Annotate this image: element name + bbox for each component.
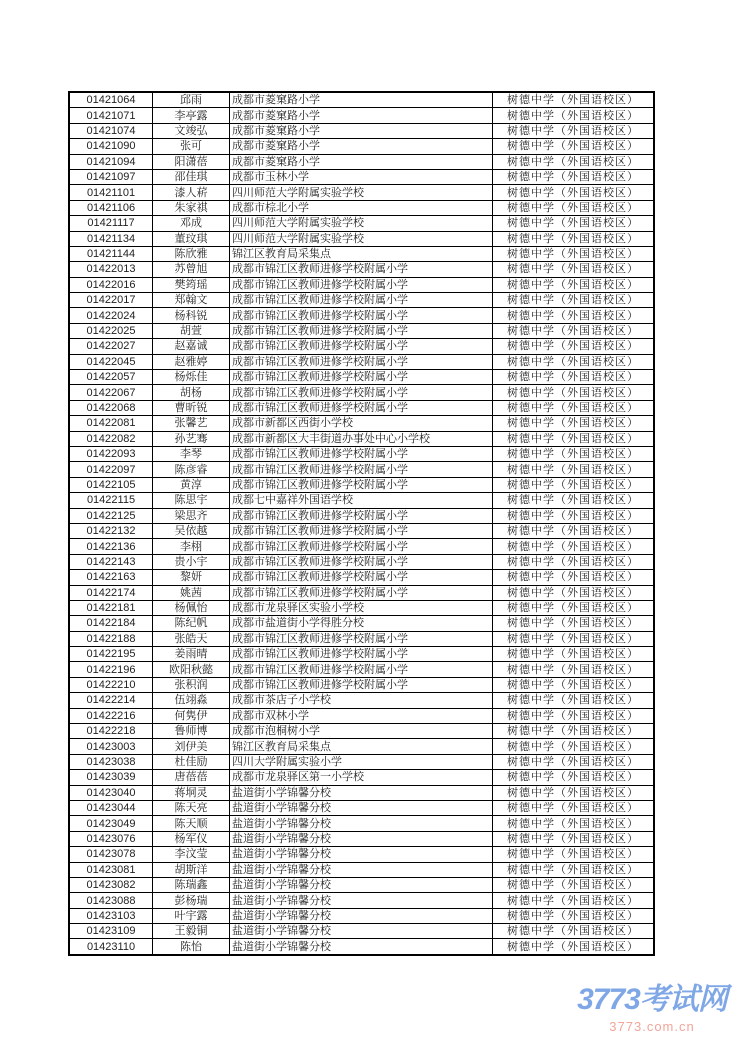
student-name-cell: 阳潇蓓 <box>153 154 230 169</box>
table-row <box>69 92 654 108</box>
student-name-cell: 王毅铜 <box>153 924 230 939</box>
student-name-cell: 何隽伊 <box>153 708 230 723</box>
student-id-cell: 01423110 <box>69 939 153 955</box>
primary-school-cell: 盐道街小学锦馨分校 <box>230 816 493 831</box>
table-row <box>69 370 654 385</box>
student-id-cell: 01421144 <box>69 246 153 261</box>
admitted-school-cell: 树德中学（外国语校区） <box>493 354 655 369</box>
primary-school-cell: 锦江区教育局采集点 <box>230 246 493 261</box>
primary-school-cell: 成都市锦江区教师进修学校附属小学 <box>230 570 493 585</box>
student-name-cell: 苏曾旭 <box>153 262 230 277</box>
primary-school-cell: 成都市锦江区教师进修学校附属小学 <box>230 277 493 292</box>
student-id-cell: 01422218 <box>69 724 153 739</box>
student-id-cell: 01422216 <box>69 708 153 723</box>
table-row <box>69 708 654 723</box>
student-name-cell: 叶宇露 <box>153 908 230 923</box>
admitted-school-cell: 树德中学（外国语校区） <box>493 385 655 400</box>
student-id-cell: 01423044 <box>69 800 153 815</box>
primary-school-cell: 成都市锦江区教师进修学校附属小学 <box>230 477 493 492</box>
student-name-cell: 鲁师博 <box>153 724 230 739</box>
student-id-cell: 01422105 <box>69 477 153 492</box>
admitted-school-cell: 树德中学（外国语校区） <box>493 370 655 385</box>
student-name-cell: 陈怡 <box>153 939 230 955</box>
primary-school-cell: 四川大学附属实验小学 <box>230 754 493 769</box>
primary-school-cell: 成都市锦江区教师进修学校附属小学 <box>230 400 493 415</box>
student-id-cell: 01422027 <box>69 339 153 354</box>
student-id-cell: 01421106 <box>69 200 153 215</box>
admitted-school-cell: 树德中学（外国语校区） <box>493 939 655 955</box>
student-id-cell: 01422025 <box>69 323 153 338</box>
table-row <box>69 908 654 923</box>
admitted-school-cell: 树德中学（外国语校区） <box>493 924 655 939</box>
admitted-school-cell: 树德中学（外国语校区） <box>493 785 655 800</box>
student-name-cell: 赵嘉诚 <box>153 339 230 354</box>
student-id-cell: 01423038 <box>69 754 153 769</box>
admitted-school-cell: 树德中学（外国语校区） <box>493 847 655 862</box>
admitted-school-cell: 树德中学（外国语校区） <box>493 570 655 585</box>
table-row <box>69 262 654 277</box>
admitted-school-cell: 树德中学（外国语校区） <box>493 139 655 154</box>
student-name-cell: 陈天顺 <box>153 816 230 831</box>
primary-school-cell: 成都市锦江区教师进修学校附属小学 <box>230 323 493 338</box>
primary-school-cell: 成都市锦江区教师进修学校附属小学 <box>230 293 493 308</box>
student-id-cell: 01423040 <box>69 785 153 800</box>
student-id-cell: 01423076 <box>69 831 153 846</box>
primary-school-cell: 成都市锦江区教师进修学校附属小学 <box>230 647 493 662</box>
student-id-cell: 01421064 <box>69 92 153 108</box>
table-row <box>69 539 654 554</box>
student-id-cell: 01422017 <box>69 293 153 308</box>
admitted-school-cell: 树德中学（外国语校区） <box>493 493 655 508</box>
student-id-cell: 01422196 <box>69 662 153 677</box>
student-id-cell: 01422184 <box>69 616 153 631</box>
table-row <box>69 677 654 692</box>
watermark-logo-text: 3773考试网 <box>577 983 727 1016</box>
table-row <box>69 154 654 169</box>
admitted-school-cell: 树德中学（外国语校区） <box>493 169 655 184</box>
admission-list-table <box>68 91 655 956</box>
student-name-cell: 李琴 <box>153 446 230 461</box>
table-row <box>69 493 654 508</box>
student-name-cell: 郑翰文 <box>153 293 230 308</box>
table-row <box>69 123 654 138</box>
primary-school-cell: 成都市锦江区教师进修学校附属小学 <box>230 385 493 400</box>
table-row <box>69 354 654 369</box>
primary-school-cell: 盐道街小学锦馨分校 <box>230 924 493 939</box>
table-row <box>69 308 654 323</box>
student-id-cell: 01423081 <box>69 862 153 877</box>
primary-school-cell: 成都市锦江区教师进修学校附属小学 <box>230 446 493 461</box>
student-name-cell: 唐蓓蓓 <box>153 770 230 785</box>
student-name-cell: 樊筠瑶 <box>153 277 230 292</box>
table-row <box>69 754 654 769</box>
student-id-cell: 01423082 <box>69 877 153 892</box>
student-id-cell: 01421101 <box>69 185 153 200</box>
student-id-cell: 01422143 <box>69 554 153 569</box>
admitted-school-cell: 树德中学（外国语校区） <box>493 92 655 108</box>
primary-school-cell: 成都市锦江区教师进修学校附属小学 <box>230 631 493 646</box>
primary-school-cell: 锦江区教育局采集点 <box>230 739 493 754</box>
student-name-cell: 董玟琪 <box>153 231 230 246</box>
student-name-cell: 赵雅婷 <box>153 354 230 369</box>
watermark-logo <box>572 985 732 1034</box>
primary-school-cell: 成都市锦江区教师进修学校附属小学 <box>230 677 493 692</box>
admitted-school-cell: 树德中学（外国语校区） <box>493 108 655 123</box>
student-name-cell: 张可 <box>153 139 230 154</box>
student-id-cell: 01423078 <box>69 847 153 862</box>
student-name-cell: 胡萱 <box>153 323 230 338</box>
table-row <box>69 662 654 677</box>
admitted-school-cell: 树德中学（外国语校区） <box>493 339 655 354</box>
student-name-cell: 张皓天 <box>153 631 230 646</box>
admitted-school-cell: 树德中学（外国语校区） <box>493 508 655 523</box>
student-name-cell: 胡斯洋 <box>153 862 230 877</box>
table-row <box>69 200 654 215</box>
student-id-cell: 01422024 <box>69 308 153 323</box>
admitted-school-cell: 树德中学（外国语校区） <box>493 554 655 569</box>
student-name-cell: 彭杨瑞 <box>153 893 230 908</box>
student-name-cell: 蒋垌灵 <box>153 785 230 800</box>
primary-school-cell: 成都市锦江区教师进修学校附属小学 <box>230 585 493 600</box>
admitted-school-cell: 树德中学（外国语校区） <box>493 893 655 908</box>
admitted-school-cell: 树德中学（外国语校区） <box>493 154 655 169</box>
primary-school-cell: 成都市锦江区教师进修学校附属小学 <box>230 339 493 354</box>
table-row <box>69 631 654 646</box>
student-id-cell: 01422195 <box>69 647 153 662</box>
student-id-cell: 01421074 <box>69 123 153 138</box>
student-id-cell: 01421097 <box>69 169 153 184</box>
student-name-cell: 胡杨 <box>153 385 230 400</box>
primary-school-cell: 成都市锦江区教师进修学校附属小学 <box>230 539 493 554</box>
student-name-cell: 张馨艺 <box>153 416 230 431</box>
student-id-cell: 01422067 <box>69 385 153 400</box>
admitted-school-cell: 树德中学（外国语校区） <box>493 400 655 415</box>
student-name-cell: 杨科锐 <box>153 308 230 323</box>
admitted-school-cell: 树德中学（外国语校区） <box>493 416 655 431</box>
student-id-cell: 01422081 <box>69 416 153 431</box>
table-row <box>69 739 654 754</box>
table-row <box>69 277 654 292</box>
student-id-cell: 01422115 <box>69 493 153 508</box>
table-row <box>69 693 654 708</box>
table-row <box>69 385 654 400</box>
admitted-school-cell: 树德中学（外国语校区） <box>493 600 655 615</box>
table-row <box>69 831 654 846</box>
table-row <box>69 216 654 231</box>
table-row <box>69 246 654 261</box>
primary-school-cell: 四川师范大学附属实验学校 <box>230 185 493 200</box>
student-id-cell: 01422174 <box>69 585 153 600</box>
table-row <box>69 770 654 785</box>
table-row <box>69 400 654 415</box>
student-id-cell: 01422057 <box>69 370 153 385</box>
admitted-school-cell: 树德中学（外国语校区） <box>493 677 655 692</box>
student-id-cell: 01422132 <box>69 523 153 538</box>
primary-school-cell: 成都市锦江区教师进修学校附属小学 <box>230 462 493 477</box>
table-row <box>69 570 654 585</box>
table-row <box>69 647 654 662</box>
primary-school-cell: 成都市玉林小学 <box>230 169 493 184</box>
student-id-cell: 01423088 <box>69 893 153 908</box>
student-id-cell: 01421094 <box>69 154 153 169</box>
student-name-cell: 漆人菥 <box>153 185 230 200</box>
student-name-cell: 梁思齐 <box>153 508 230 523</box>
primary-school-cell: 四川师范大学附属实验学校 <box>230 216 493 231</box>
primary-school-cell: 成都市双林小学 <box>230 708 493 723</box>
student-id-cell: 01421117 <box>69 216 153 231</box>
primary-school-cell: 盐道街小学锦馨分校 <box>230 939 493 955</box>
admitted-school-cell: 树德中学（外国语校区） <box>493 123 655 138</box>
primary-school-cell: 成都市新都区大丰街道办事处中心小学校 <box>230 431 493 446</box>
table-row <box>69 339 654 354</box>
student-name-cell: 吴依越 <box>153 523 230 538</box>
student-name-cell: 李亭露 <box>153 108 230 123</box>
admitted-school-cell: 树德中学（外国语校区） <box>493 862 655 877</box>
student-name-cell: 邵佳琪 <box>153 169 230 184</box>
primary-school-cell: 盐道街小学锦馨分校 <box>230 831 493 846</box>
student-id-cell: 01422013 <box>69 262 153 277</box>
student-name-cell: 杜佳励 <box>153 754 230 769</box>
table-row <box>69 585 654 600</box>
student-id-cell: 01422136 <box>69 539 153 554</box>
student-id-cell: 01422163 <box>69 570 153 585</box>
table-row <box>69 477 654 492</box>
student-id-cell: 01423103 <box>69 908 153 923</box>
student-name-cell: 李栩 <box>153 539 230 554</box>
student-name-cell: 陈纪帆 <box>153 616 230 631</box>
student-name-cell: 孙艺骞 <box>153 431 230 446</box>
admitted-school-cell: 树德中学（外国语校区） <box>493 216 655 231</box>
student-id-cell: 01422068 <box>69 400 153 415</box>
primary-school-cell: 成都市龙泉驿区实验小学校 <box>230 600 493 615</box>
table-row <box>69 862 654 877</box>
primary-school-cell: 盐道街小学锦馨分校 <box>230 785 493 800</box>
watermark-url: 3773.com.cn <box>609 1019 695 1034</box>
student-id-cell: 01422045 <box>69 354 153 369</box>
student-name-cell: 陈天亮 <box>153 800 230 815</box>
student-id-cell: 01421071 <box>69 108 153 123</box>
admitted-school-cell: 树德中学（外国语校区） <box>493 816 655 831</box>
student-name-cell: 陈欣雅 <box>153 246 230 261</box>
table-row <box>69 446 654 461</box>
table-row <box>69 508 654 523</box>
student-name-cell: 杨佩怡 <box>153 600 230 615</box>
primary-school-cell: 盐道街小学锦馨分校 <box>230 877 493 892</box>
student-id-cell: 01422188 <box>69 631 153 646</box>
admitted-school-cell: 树德中学（外国语校区） <box>493 523 655 538</box>
table-row <box>69 323 654 338</box>
admitted-school-cell: 树德中学（外国语校区） <box>493 462 655 477</box>
primary-school-cell: 成都市菱窠路小学 <box>230 92 493 108</box>
table-row <box>69 139 654 154</box>
table-row <box>69 785 654 800</box>
table-row <box>69 893 654 908</box>
student-id-cell: 01422082 <box>69 431 153 446</box>
admitted-school-cell: 树德中学（外国语校区） <box>493 770 655 785</box>
student-name-cell: 姚茜 <box>153 585 230 600</box>
primary-school-cell: 成都市盐道街小学得胜分校 <box>230 616 493 631</box>
student-name-cell: 陈彦睿 <box>153 462 230 477</box>
table-row <box>69 554 654 569</box>
admitted-school-cell: 树德中学（外国语校区） <box>493 800 655 815</box>
table-row <box>69 108 654 123</box>
primary-school-cell: 成都市锦江区教师进修学校附属小学 <box>230 354 493 369</box>
table-row <box>69 293 654 308</box>
primary-school-cell: 成都市新都区西街小学校 <box>230 416 493 431</box>
table-row <box>69 523 654 538</box>
primary-school-cell: 成都市锦江区教师进修学校附属小学 <box>230 308 493 323</box>
primary-school-cell: 成都市锦江区教师进修学校附属小学 <box>230 370 493 385</box>
admitted-school-cell: 树德中学（外国语校区） <box>493 631 655 646</box>
primary-school-cell: 成都七中嘉祥外国语学校 <box>230 493 493 508</box>
primary-school-cell: 盐道街小学锦馨分校 <box>230 862 493 877</box>
student-name-cell: 黄淳 <box>153 477 230 492</box>
primary-school-cell: 盐道街小学锦馨分校 <box>230 800 493 815</box>
student-id-cell: 01423003 <box>69 739 153 754</box>
student-id-cell: 01421134 <box>69 231 153 246</box>
table-row <box>69 924 654 939</box>
student-name-cell: 杨烁佳 <box>153 370 230 385</box>
admitted-school-cell: 树德中学（外国语校区） <box>493 200 655 215</box>
student-id-cell: 01422214 <box>69 693 153 708</box>
table-row <box>69 431 654 446</box>
admitted-school-cell: 树德中学（外国语校区） <box>493 231 655 246</box>
student-name-cell: 陈思宇 <box>153 493 230 508</box>
student-id-cell: 01423109 <box>69 924 153 939</box>
table-row <box>69 185 654 200</box>
primary-school-cell: 成都市锦江区教师进修学校附属小学 <box>230 262 493 277</box>
admitted-school-cell: 树德中学（外国语校区） <box>493 446 655 461</box>
student-name-cell: 杨军仪 <box>153 831 230 846</box>
admitted-school-cell: 树德中学（外国语校区） <box>493 585 655 600</box>
student-name-cell: 张积润 <box>153 677 230 692</box>
primary-school-cell: 成都市锦江区教师进修学校附属小学 <box>230 508 493 523</box>
student-id-cell: 01422016 <box>69 277 153 292</box>
table-row <box>69 600 654 615</box>
student-name-cell: 李汶莹 <box>153 847 230 862</box>
primary-school-cell: 成都市龙泉驿区第一小学校 <box>230 770 493 785</box>
student-id-cell: 01422210 <box>69 677 153 692</box>
student-id-cell: 01422125 <box>69 508 153 523</box>
admitted-school-cell: 树德中学（外国语校区） <box>493 308 655 323</box>
admitted-school-cell: 树德中学（外国语校区） <box>493 431 655 446</box>
admitted-school-cell: 树德中学（外国语校区） <box>493 693 655 708</box>
admitted-school-cell: 树德中学（外国语校区） <box>493 831 655 846</box>
table-row <box>69 847 654 862</box>
student-id-cell: 01423049 <box>69 816 153 831</box>
admitted-school-cell: 树德中学（外国语校区） <box>493 185 655 200</box>
admitted-school-cell: 树德中学（外国语校区） <box>493 477 655 492</box>
student-name-cell: 贵小宇 <box>153 554 230 569</box>
table-row <box>69 231 654 246</box>
admitted-school-cell: 树德中学（外国语校区） <box>493 662 655 677</box>
student-name-cell: 陈瑞鑫 <box>153 877 230 892</box>
student-name-cell: 邓成 <box>153 216 230 231</box>
admitted-school-cell: 树德中学（外国语校区） <box>493 616 655 631</box>
primary-school-cell: 四川师范大学附属实验学校 <box>230 231 493 246</box>
primary-school-cell: 盐道街小学锦馨分校 <box>230 893 493 908</box>
student-id-cell: 01422181 <box>69 600 153 615</box>
primary-school-cell: 成都市棕北小学 <box>230 200 493 215</box>
student-name-cell: 曹昕锐 <box>153 400 230 415</box>
student-id-cell: 01421090 <box>69 139 153 154</box>
primary-school-cell: 成都市菱窠路小学 <box>230 139 493 154</box>
table-row <box>69 724 654 739</box>
admitted-school-cell: 树德中学（外国语校区） <box>493 708 655 723</box>
admitted-school-cell: 树德中学（外国语校区） <box>493 647 655 662</box>
admitted-school-cell: 树德中学（外国语校区） <box>493 323 655 338</box>
student-name-cell: 刘伊美 <box>153 739 230 754</box>
student-name-cell: 邱雨 <box>153 92 230 108</box>
admitted-school-cell: 树德中学（外国语校区） <box>493 539 655 554</box>
student-name-cell: 黎妍 <box>153 570 230 585</box>
student-name-cell: 姜雨晴 <box>153 647 230 662</box>
admitted-school-cell: 树德中学（外国语校区） <box>493 277 655 292</box>
student-name-cell: 文竣弘 <box>153 123 230 138</box>
student-name-cell: 欧阳秋懿 <box>153 662 230 677</box>
student-name-cell: 朱家祺 <box>153 200 230 215</box>
primary-school-cell: 盐道街小学锦馨分校 <box>230 847 493 862</box>
admitted-school-cell: 树德中学（外国语校区） <box>493 246 655 261</box>
admitted-school-cell: 树德中学（外国语校区） <box>493 754 655 769</box>
admitted-school-cell: 树德中学（外国语校区） <box>493 724 655 739</box>
table-row <box>69 462 654 477</box>
student-name-cell: 伍翊淼 <box>153 693 230 708</box>
primary-school-cell: 成都市菱窠路小学 <box>230 108 493 123</box>
admitted-school-cell: 树德中学（外国语校区） <box>493 262 655 277</box>
admitted-school-cell: 树德中学（外国语校区） <box>493 908 655 923</box>
primary-school-cell: 成都市菱窠路小学 <box>230 154 493 169</box>
table-row <box>69 416 654 431</box>
table-row <box>69 800 654 815</box>
student-id-cell: 01422097 <box>69 462 153 477</box>
primary-school-cell: 成都市锦江区教师进修学校附属小学 <box>230 523 493 538</box>
primary-school-cell: 成都市泡桐树小学 <box>230 724 493 739</box>
primary-school-cell: 成都市锦江区教师进修学校附属小学 <box>230 662 493 677</box>
admitted-school-cell: 树德中学（外国语校区） <box>493 293 655 308</box>
table-row <box>69 169 654 184</box>
table-row <box>69 816 654 831</box>
admitted-school-cell: 树德中学（外国语校区） <box>493 739 655 754</box>
student-id-cell: 01423039 <box>69 770 153 785</box>
primary-school-cell: 盐道街小学锦馨分校 <box>230 908 493 923</box>
primary-school-cell: 成都市茶店子小学校 <box>230 693 493 708</box>
student-id-cell: 01422093 <box>69 446 153 461</box>
primary-school-cell: 成都市锦江区教师进修学校附属小学 <box>230 554 493 569</box>
table-row <box>69 616 654 631</box>
table-row <box>69 877 654 892</box>
primary-school-cell: 成都市菱窠路小学 <box>230 123 493 138</box>
admitted-school-cell: 树德中学（外国语校区） <box>493 877 655 892</box>
table-row <box>69 939 654 955</box>
table-body <box>69 92 654 955</box>
